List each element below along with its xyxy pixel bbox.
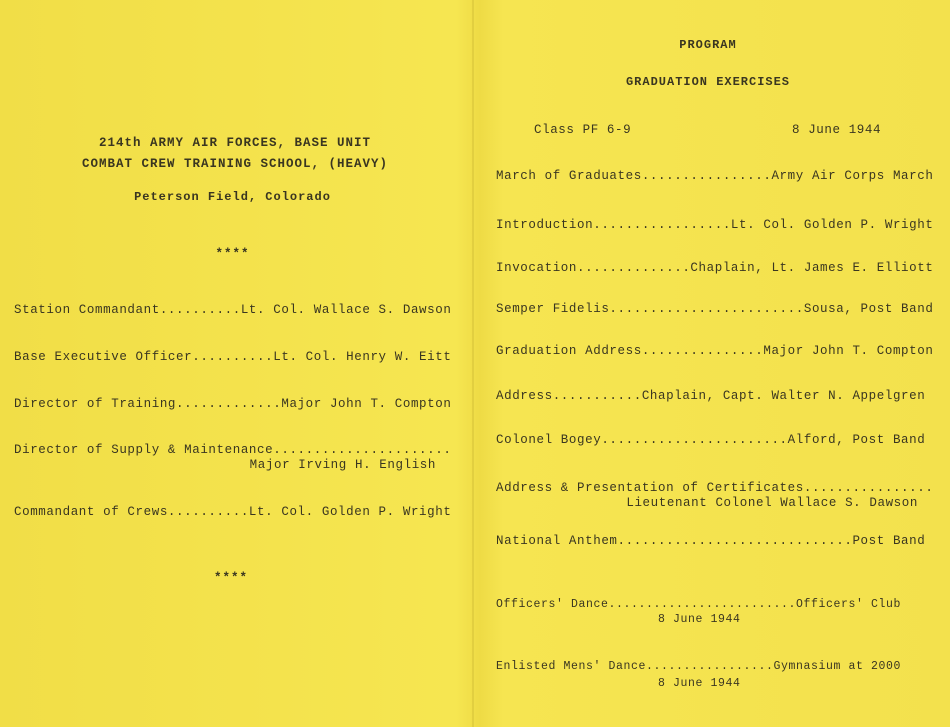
unit-header-line1: 214th ARMY AIR FORCES, BASE UNIT: [98, 136, 372, 150]
class-label: Class PF 6-9: [534, 123, 632, 137]
program-item: March of Graduates................Army Air Corps March: [496, 169, 934, 183]
staff-row: Director of Supply & Maintenance......................: [14, 443, 452, 457]
divider-bottom: ****: [213, 571, 248, 585]
staff-row: Commandant of Crews..........Lt. Col. Golden P. Wright: [14, 505, 452, 519]
program-item: Address & Presentation of Certificates................: [496, 481, 934, 495]
program-date: 8 June 1944: [792, 123, 882, 137]
program-item: Address...........Chaplain, Capt. Walter N. Appelgren: [496, 389, 926, 403]
program-item: Semper Fidelis........................Sousa, Post Band: [496, 302, 934, 316]
event-date: 8 June 1944: [658, 677, 741, 690]
program-title: PROGRAM: [679, 38, 737, 52]
location-line: Peterson Field, Colorado: [134, 190, 331, 204]
staff-row: Base Executive Officer..........Lt. Col. Henry W. Eitt: [14, 350, 452, 364]
event-item: Enlisted Mens' Dance.................Gymnasium at 2000: [496, 660, 902, 673]
unit-header-line2: COMBAT CREW TRAINING SCHOOL, (HEAVY): [81, 157, 389, 171]
program-item: National Anthem.............................Post Band: [496, 534, 926, 548]
center-fold: [472, 0, 474, 727]
staff-row-continuation: Major Irving H. English: [249, 458, 436, 472]
divider-top: ****: [215, 247, 250, 261]
staff-row: Director of Training.............Major John T. Compton: [14, 397, 452, 411]
program-item: Graduation Address...............Major John T. Compton: [496, 344, 934, 358]
program-item-continuation: Lieutenant Colonel Wallace S. Dawson: [626, 496, 918, 510]
program-subtitle: GRADUATION EXERCISES: [625, 75, 791, 89]
event-item: Officers' Dance.........................Officers' Club: [496, 598, 902, 611]
event-date: 8 June 1944: [658, 613, 741, 626]
program-item: Colonel Bogey.......................Alford, Post Band: [496, 433, 926, 447]
program-item: Invocation..............Chaplain, Lt. James E. Elliott: [496, 261, 934, 275]
program-item: Introduction.................Lt. Col. Golden P. Wright: [496, 218, 934, 232]
staff-row: Station Commandant..........Lt. Col. Wallace S. Dawson: [14, 303, 452, 317]
